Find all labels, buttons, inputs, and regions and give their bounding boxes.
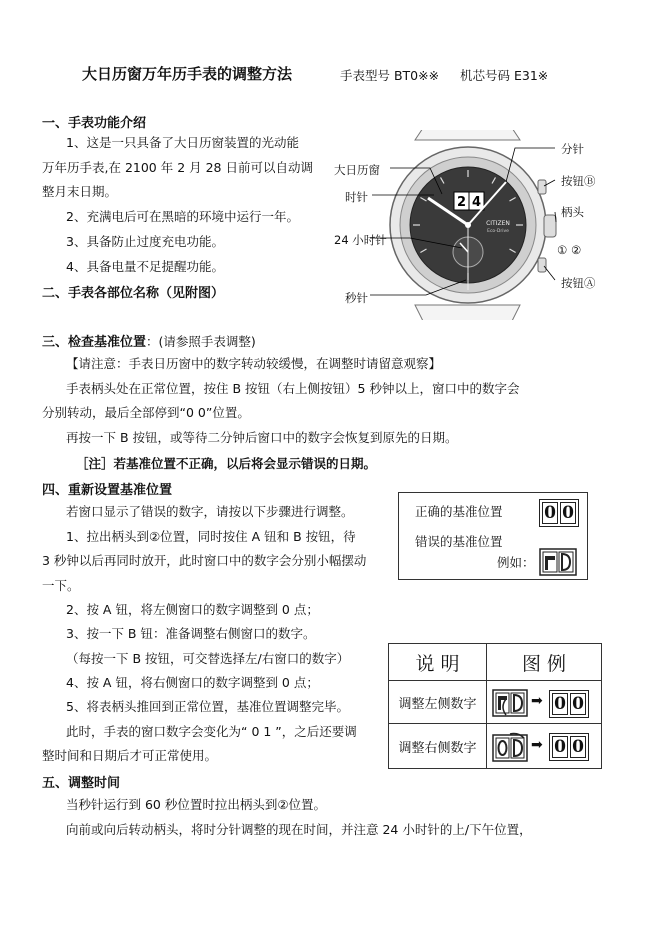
section4-step1-line1: 1、拉出柄头到②位置，同时按住 A 钮和 B 按钮，待 bbox=[66, 529, 356, 544]
brand-text: CITIZEN bbox=[486, 220, 510, 227]
legend-row2-label: 调整右侧数字 bbox=[389, 724, 487, 768]
section5-p1: 当秒针运行到 60 秒位置时拉出柄头到②位置。 bbox=[66, 797, 327, 812]
model-label: 手表型号 BT0※※ bbox=[340, 68, 440, 83]
section4-step2: 2、按 A 钮，将左侧窗口的数字调整到 0 点； bbox=[66, 602, 319, 617]
section3-p1-line1: 手表柄头处在正常位置，按住 B 按钮（右上侧按钮）5 秒钟以上，窗口中的数字会 bbox=[66, 381, 520, 396]
reference-position-box bbox=[398, 492, 588, 580]
legend-divider bbox=[487, 723, 601, 724]
legend-row2-digit-right: 0 bbox=[570, 736, 586, 758]
section4-step1-line2: 3 秒钟以后再同时放开，此时窗口中的数字会分别小幅摆动 bbox=[42, 553, 367, 568]
legend-table bbox=[388, 643, 602, 769]
section4-step3: 3、按一下 B 钮：准备调整右侧窗口的数字。 bbox=[66, 626, 316, 641]
section4-step3-note: （每按一下 B 按钮，可交替选择左/右窗口的数字） bbox=[66, 651, 350, 666]
legend-row2-digit-left: 0 bbox=[552, 736, 568, 758]
legend-row1-digit-right: 0 bbox=[570, 693, 586, 715]
correct-position-label: 正确的基准位置 bbox=[415, 504, 503, 519]
legend-row1-arrow-icon: ➡ bbox=[531, 693, 543, 709]
section4-step1-line3: 一下。 bbox=[42, 578, 80, 593]
section4-para-line2: 整时间和日期后才可正常使用。 bbox=[42, 748, 218, 763]
section4-heading: 四、重新设置基准位置 bbox=[42, 483, 173, 498]
legend-header-right: 图 例 bbox=[487, 644, 601, 681]
label-hour-hand: 时针 bbox=[345, 190, 368, 204]
section4-step4: 4、按 A 钮，将右侧窗口的数字调整到 0 点； bbox=[66, 675, 319, 690]
section3-p2: 再按一下 B 按钮，或等待二分钟后窗口中的数字会恢复到原先的日期。 bbox=[66, 430, 458, 445]
section3-p1-line2: 分别转动，最后全部停到“0 0”位置。 bbox=[42, 405, 250, 420]
section5-p2: 向前或向后转动柄头，将时分针调整的现在时间，并注意 24 小时针的上/下午位置， bbox=[66, 822, 532, 837]
section1-p2: 2、充满电后可在黑暗的环境中运行一年。 bbox=[66, 209, 299, 224]
section1-p4: 4、具备电量不足提醒功能。 bbox=[66, 259, 224, 274]
wrong-position-label: 错误的基准位置 bbox=[415, 534, 503, 549]
label-second-hand: 秒针 bbox=[345, 291, 368, 305]
label-minute-hand: 分针 bbox=[561, 142, 584, 156]
legend-header-left: 说 明 bbox=[389, 644, 487, 681]
label-button-a: 按钮Ⓐ bbox=[561, 276, 596, 290]
legend-row1-label: 调整左侧数字 bbox=[389, 681, 487, 724]
section4-step5: 5、将表柄头推回到正常位置，基准位置调整完毕。 bbox=[66, 699, 349, 714]
correct-position-digits bbox=[539, 499, 579, 527]
section1-p1-line2: 万年历手表,在 2100 年 2 月 28 日前可以自动调 bbox=[42, 160, 313, 175]
document-title: 大日历窗万年历手表的调整方法 bbox=[82, 65, 293, 83]
correct-digit-right: 0 bbox=[560, 502, 576, 524]
date-digit-left: 2 bbox=[456, 195, 467, 210]
movement-label: 机芯号码 E31※ bbox=[460, 68, 549, 83]
watch-diagram bbox=[330, 130, 620, 320]
label-button-b: 按钮Ⓑ bbox=[561, 174, 596, 188]
section4-intro: 若窗口显示了错误的数字，请按以下步骤进行调整。 bbox=[66, 504, 354, 519]
label-crown: 柄头 bbox=[561, 205, 584, 219]
wrong-position-digits bbox=[539, 548, 577, 576]
section1-p1-line3: 整月末日期。 bbox=[42, 184, 118, 199]
section1-p3: 3、具备防止过度充电功能。 bbox=[66, 234, 224, 249]
section4-para-line1: 此时，手表的窗口数字会变化为“ 0 1 ”，之后还要调 bbox=[66, 724, 357, 739]
section3-heading: 三、检查基准位置 bbox=[42, 335, 147, 350]
legend-row1-before bbox=[492, 689, 528, 717]
watch-crown bbox=[544, 215, 556, 237]
section3-heading-line bbox=[42, 331, 256, 351]
legend-row1-after bbox=[549, 690, 589, 718]
label-crown-positions: ① ② bbox=[557, 243, 582, 257]
section3-notice: 【请注意：手表日历窗中的数字转动较缓慢，在调整时请留意观察】 bbox=[66, 356, 442, 371]
section3-note: ［注］若基准位置不正确，以后将会显示错误的日期。 bbox=[76, 456, 377, 471]
legend-row2-after bbox=[549, 733, 589, 761]
section3-heading-note: ：(请参照手表调整) bbox=[146, 334, 256, 349]
label-big-date: 大日历窗 bbox=[334, 163, 380, 177]
legend-row1-digit-left: 0 bbox=[552, 693, 568, 715]
sub-brand-text: Eco-Drive bbox=[487, 229, 509, 234]
legend-row2-arrow-icon: ➡ bbox=[531, 737, 543, 753]
section2-heading: 二、手表各部位名称（见附图） bbox=[42, 286, 225, 301]
section1-p1-line1: 1、这是一只具备了大日历窗装置的光动能 bbox=[66, 135, 299, 150]
section1-heading: 一、手表功能介绍 bbox=[42, 116, 147, 131]
example-label: 例如： bbox=[497, 555, 535, 570]
label-24-hour-hand: 24 小时针 bbox=[334, 233, 387, 247]
correct-digit-left: 0 bbox=[542, 502, 558, 524]
date-digit-right: 4 bbox=[471, 195, 482, 210]
section5-heading: 五、调整时间 bbox=[42, 776, 121, 791]
legend-row2-before bbox=[492, 732, 528, 762]
